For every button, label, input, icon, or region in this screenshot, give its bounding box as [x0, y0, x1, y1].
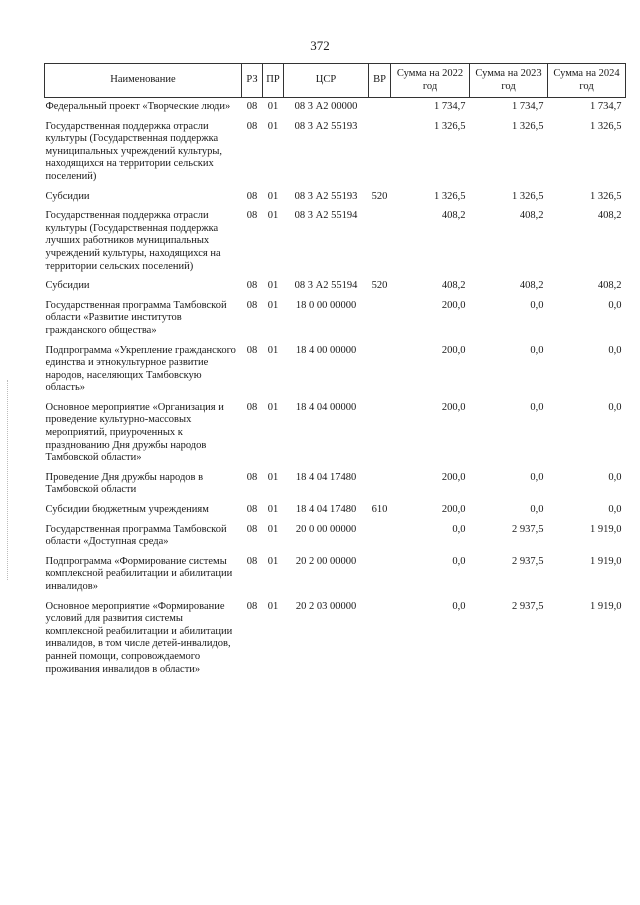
cell-rz: 08: [246, 190, 258, 202]
cell-vr: 520: [371, 190, 388, 202]
cell-name: Подпрограмма «Формирование системы комплексной реабилитации и абилитации инвалидов»: [45, 555, 233, 592]
cell-pr: 01: [267, 344, 279, 356]
cell-pr: 01: [267, 471, 279, 483]
cell-pr: 01: [267, 401, 279, 413]
cell-rz: 08: [246, 471, 258, 483]
cell-rz: 08: [246, 210, 258, 222]
cell-csr: 18 4 04 17480: [295, 504, 357, 516]
cell-name: Проведение Дня дружбы народов в Тамбовской области: [45, 471, 204, 496]
cell-vr: [369, 118, 391, 188]
cell-name: Основное мероприятие «Организация и проведение культурно-массовых мероприятий, приуроченных к празднованию Дня дружбы народов Тамбовской области»: [45, 401, 224, 464]
cell-sum-2024: 1 326,5: [590, 120, 622, 132]
cell-sum-2022: 200,0: [441, 344, 466, 356]
table-row: [45, 521, 626, 553]
cell-sum-2022: 1 734,7: [434, 101, 466, 112]
header-csr: ЦСР: [284, 64, 369, 98]
scan-margin-mark: [7, 380, 9, 580]
cell-sum-2023: 2 937,5: [512, 555, 544, 567]
cell-sum-2022: 408,2: [441, 210, 466, 222]
cell-sum-2024: 0,0: [608, 504, 622, 516]
cell-sum-2023: 2 937,5: [512, 600, 544, 612]
table-row: [45, 553, 626, 598]
cell-sum-2024: 1 919,0: [590, 600, 622, 612]
cell-csr: 08 3 А2 55194: [294, 280, 358, 292]
table-header-row: [45, 64, 626, 98]
cell-pr: 01: [267, 600, 279, 612]
cell-csr: 20 0 00 00000: [295, 523, 357, 535]
cell-csr: 20 2 03 00000: [295, 600, 357, 612]
cell-sum-2022: 0,0: [452, 555, 466, 567]
cell-rz: 08: [246, 299, 258, 311]
cell-name: Государственная поддержка отрасли культуры (Государственная поддержка муниципальных учреждений культуры, находящихся на территории сельских поселений): [45, 120, 223, 182]
cell-rz: 08: [246, 523, 258, 535]
header-vr: ВР: [369, 64, 391, 98]
cell-rz: 08: [246, 120, 258, 132]
cell-rz: 08: [246, 600, 258, 612]
cell-name: Государственная программа Тамбовской области «Доступная среда»: [45, 523, 227, 548]
table-row: [45, 399, 626, 469]
cell-sum-2022: 1 326,5: [434, 120, 466, 132]
cell-name: Основное мероприятие «Формирование условий для развития системы комплексной реабилитации и абилитации инвалидов, в том числе детей-инвалидов, ранней помощи, сопровождаемого проживания инвалидов в области»: [45, 600, 233, 675]
cell-pr: 01: [267, 210, 279, 222]
cell-sum-2024: 0,0: [608, 401, 622, 413]
cell-pr: 01: [267, 504, 279, 516]
cell-csr: 18 4 04 17480: [295, 471, 357, 483]
cell-rz: 08: [246, 504, 258, 516]
cell-sum-2023: 0,0: [530, 401, 544, 413]
header-rz: РЗ: [242, 64, 263, 98]
cell-sum-2023: 0,0: [530, 504, 544, 516]
cell-rz: 08: [246, 280, 258, 292]
cell-sum-2023: 1 734,7: [512, 101, 544, 112]
budget-table: [44, 63, 626, 680]
cell-sum-2023: 1 326,5: [512, 120, 544, 132]
cell-csr: 18 0 00 00000: [295, 299, 357, 311]
table-row: [45, 469, 626, 501]
cell-sum-2023: 0,0: [530, 299, 544, 311]
cell-pr: 01: [267, 280, 279, 292]
cell-sum-2023: 408,2: [519, 280, 544, 292]
cell-sum-2023: 408,2: [519, 210, 544, 222]
cell-name: Государственная поддержка отрасли культуры (Государственная поддержка лучших работников муниципальных учреждений культуры, находящихся на территории сельских поселений): [45, 210, 221, 272]
cell-vr: [369, 553, 391, 598]
cell-vr: [369, 297, 391, 342]
cell-rz: 08: [246, 401, 258, 413]
cell-sum-2022: 0,0: [452, 523, 466, 535]
cell-rz: 08: [246, 344, 258, 356]
table-body: [45, 98, 626, 681]
cell-name: Субсидии: [45, 280, 90, 292]
table-row: [45, 342, 626, 399]
table-row: [45, 188, 626, 208]
cell-name: Субсидии: [45, 190, 90, 202]
page-number: 372: [310, 38, 330, 53]
header-sum-2022: Сумма на 2022 год: [391, 64, 470, 98]
cell-vr: 610: [371, 504, 388, 516]
cell-sum-2023: 0,0: [530, 471, 544, 483]
table-row: [45, 598, 626, 681]
table-row: [45, 118, 626, 188]
cell-csr: 18 4 00 00000: [295, 344, 357, 356]
header-sum-2023: Сумма на 2023 год: [470, 64, 548, 98]
cell-sum-2023: 2 937,5: [512, 523, 544, 535]
cell-rz: 08: [246, 555, 258, 567]
cell-sum-2022: 200,0: [441, 504, 466, 516]
cell-vr: [369, 521, 391, 553]
cell-sum-2022: 200,0: [441, 401, 466, 413]
cell-sum-2024: 1 919,0: [590, 523, 622, 535]
cell-csr: 08 3 А2 55194: [294, 210, 358, 222]
cell-csr: 20 2 00 00000: [295, 555, 357, 567]
cell-pr: 01: [267, 101, 279, 112]
cell-sum-2024: 0,0: [608, 299, 622, 311]
cell-pr: 01: [267, 120, 279, 132]
cell-sum-2022: 200,0: [441, 471, 466, 483]
cell-sum-2022: 1 326,5: [434, 190, 466, 202]
cell-vr: [369, 598, 391, 681]
cell-sum-2023: 1 326,5: [512, 190, 544, 202]
cell-vr: 520: [371, 280, 388, 292]
cell-vr: [369, 207, 391, 277]
cell-sum-2024: 408,2: [597, 280, 622, 292]
cell-sum-2024: 1 919,0: [590, 555, 622, 567]
cell-name: Подпрограмма «Укрепление гражданского единства и этнокультурное развитие народов, населяющих Тамбовскую область»: [45, 344, 236, 394]
header-sum-2024: Сумма на 2024 год: [548, 64, 626, 98]
table-row: [45, 277, 626, 297]
cell-sum-2024: 1 326,5: [590, 190, 622, 202]
header-pr: ПР: [263, 64, 284, 98]
cell-sum-2024: 1 734,7: [590, 101, 622, 112]
cell-pr: 01: [267, 190, 279, 202]
table-row: [45, 297, 626, 342]
cell-csr: 08 3 А2 00000: [294, 101, 358, 112]
cell-pr: 01: [267, 555, 279, 567]
header-name: Наименование: [45, 64, 242, 98]
cell-vr: [369, 98, 391, 118]
cell-sum-2022: 0,0: [452, 600, 466, 612]
table-row: [45, 207, 626, 277]
cell-vr: [369, 399, 391, 469]
cell-vr: [369, 469, 391, 501]
cell-name: Субсидии бюджетным учреждениям: [45, 504, 209, 516]
cell-name: Федеральный проект «Творческие люди»: [45, 101, 231, 112]
cell-pr: 01: [267, 299, 279, 311]
cell-rz: 08: [246, 101, 258, 112]
cell-sum-2022: 408,2: [441, 280, 466, 292]
cell-csr: 08 3 А2 55193: [294, 190, 358, 202]
cell-name: Государственная программа Тамбовской области «Развитие институтов гражданского общества»: [45, 299, 227, 336]
cell-sum-2024: 0,0: [608, 471, 622, 483]
cell-pr: 01: [267, 523, 279, 535]
table-row: [45, 98, 626, 118]
cell-sum-2023: 0,0: [530, 344, 544, 356]
cell-sum-2022: 200,0: [441, 299, 466, 311]
cell-csr: 18 4 04 00000: [295, 401, 357, 413]
cell-sum-2024: 0,0: [608, 344, 622, 356]
cell-csr: 08 3 А2 55193: [294, 120, 358, 132]
table-row: [45, 501, 626, 521]
cell-vr: [369, 342, 391, 399]
cell-sum-2024: 408,2: [597, 210, 622, 222]
